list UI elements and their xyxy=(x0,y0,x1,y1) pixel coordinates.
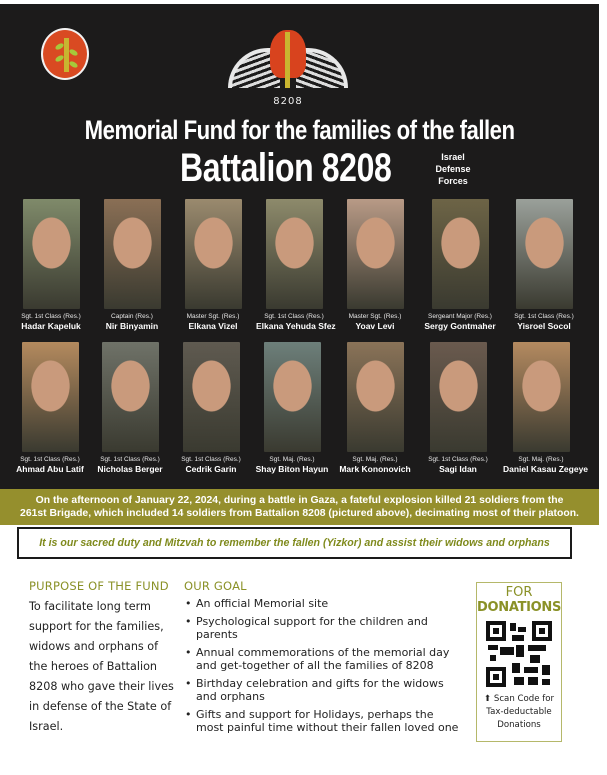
duty-statement: It is our sacred duty and Mitzvah to remember the fallen (Yizkor) and assist their widows and orphans xyxy=(17,527,572,559)
soldier-photo xyxy=(185,199,242,309)
donate-for-label: FOR xyxy=(505,585,533,600)
soldier-rank: Sgt. 1st Class (Res.) xyxy=(21,313,81,320)
soldier-photo xyxy=(183,342,240,452)
soldier-card xyxy=(175,199,251,331)
soldier-card xyxy=(420,342,496,474)
soldier-rank: Sgt. 1st Class (Res.) xyxy=(428,456,488,463)
soldier-card xyxy=(337,199,413,331)
soldier-card xyxy=(256,199,336,331)
donate-title: DONATIONS xyxy=(477,600,562,615)
soldier-name: Daniel Kasau Zegeye xyxy=(503,464,589,474)
scan-line: Tax-deductable xyxy=(486,707,552,717)
idf-line: Israel xyxy=(441,152,465,162)
idf-line: Forces xyxy=(438,176,468,186)
soldier-card xyxy=(254,342,330,474)
soldier-photo xyxy=(264,342,321,452)
purpose-text: To facilitate long term support for the families, widows and orphans of the heroes of Battalion 8208 who gave their lives in defense of the State of Israel. xyxy=(29,600,174,733)
soldier-name: Elkana Yehuda Sfez xyxy=(256,321,336,331)
soldier-name: Mark Kononovich xyxy=(339,464,411,474)
soldier-rank: Sgt. 1st Class (Res.) xyxy=(100,456,160,463)
soldier-card xyxy=(13,199,89,331)
soldier-name: Elkana Vizel xyxy=(188,321,238,331)
soldier-photo xyxy=(266,199,323,309)
soldier-rank: Master Sgt. (Res.) xyxy=(348,313,402,320)
purpose-heading: PURPOSE OF THE FUND xyxy=(29,579,169,593)
scan-line: Scan Code for xyxy=(493,694,555,704)
soldier-card xyxy=(506,199,582,331)
donation-qr-code[interactable] xyxy=(486,621,552,687)
soldier-photo xyxy=(432,199,489,309)
event-description-band xyxy=(0,489,599,525)
goal-item: • Annual commemorations of the memorial day and get-together of all the families of 8208 xyxy=(184,646,459,673)
page-subtitle: Battalion 8208 xyxy=(180,146,392,190)
idf-logo-icon xyxy=(41,28,89,80)
soldier-name: Shay Biton Hayun xyxy=(255,464,329,474)
soldier-card xyxy=(422,199,498,331)
soldier-name: Sagi Idan xyxy=(439,464,477,474)
page-title: Memorial Fund for the families of the fallen xyxy=(84,115,515,145)
emblem-number: 8208 xyxy=(273,96,303,107)
soldier-rank: Sgt. 1st Class (Res.) xyxy=(264,313,324,320)
soldier-name: Nir Binyamin xyxy=(105,321,159,331)
idf-label xyxy=(428,151,478,187)
soldier-rank: Captain (Res.) xyxy=(111,313,153,320)
soldier-photo xyxy=(22,342,79,452)
donation-box xyxy=(476,582,562,742)
soldier-photo xyxy=(347,342,404,452)
soldier-name: Hadar Kapeluk xyxy=(21,321,81,331)
soldier-card xyxy=(94,199,170,331)
goal-item: • Gifts and support for Holidays, perhaps the most painful time without their fallen loved one xyxy=(184,708,459,735)
soldier-rank: Sgt. 1st Class (Res.) xyxy=(181,456,241,463)
soldier-photo xyxy=(102,342,159,452)
soldier-name: Ahmad Abu Latif xyxy=(16,464,84,474)
soldier-rank: Sgt. Maj. (Res.) xyxy=(352,456,398,463)
soldier-photo xyxy=(430,342,487,452)
soldier-name: Yisroel Socol xyxy=(517,321,571,331)
soldier-photo xyxy=(104,199,161,309)
soldier-name: Cedrik Garin xyxy=(185,464,237,474)
soldier-card xyxy=(337,342,413,474)
scan-instructions xyxy=(477,693,561,732)
goal-item: • Birthday celebration and gifts for the widows and orphans xyxy=(184,677,459,704)
soldier-name: Sergy Gontmaher xyxy=(424,321,496,331)
band-line: 261st Brigade, which included 14 soldiers from Battalion 8208 (pictured above), decimating most of their platoon. xyxy=(20,508,579,519)
soldier-rank: Sgt. Maj. (Res.) xyxy=(518,456,564,463)
band-line: On the afternoon of January 22, 2024, during a battle in Gaza, a fateful explosion killed 21 soldiers from the xyxy=(35,495,564,506)
soldier-photo xyxy=(516,199,573,309)
goal-heading: OUR GOAL xyxy=(184,579,247,593)
arrow-up-icon: ⬆ xyxy=(483,694,492,704)
soldier-card xyxy=(173,342,249,474)
soldier-photo xyxy=(23,199,80,309)
soldier-rank: Sergeant Major (Res.) xyxy=(428,313,492,320)
goal-item: • Psychological support for the children and parents xyxy=(184,615,459,642)
soldier-rank: Sgt. Maj. (Res.) xyxy=(269,456,315,463)
soldier-rank: Master Sgt. (Res.) xyxy=(186,313,240,320)
soldier-card xyxy=(12,342,88,474)
soldier-rank: Sgt. 1st Class (Res.) xyxy=(514,313,574,320)
soldier-name: Yoav Levi xyxy=(355,321,395,331)
soldier-photo xyxy=(347,199,404,309)
idf-line: Defense xyxy=(435,164,471,174)
soldier-name: Nicholas Berger xyxy=(97,464,163,474)
soldier-card xyxy=(503,342,589,474)
scan-line: Donations xyxy=(497,720,541,730)
soldier-rank: Sgt. 1st Class (Res.) xyxy=(20,456,80,463)
goal-item: • An official Memorial site xyxy=(184,597,459,611)
soldier-photo xyxy=(513,342,570,452)
soldier-card xyxy=(92,342,168,474)
goal-list xyxy=(184,597,459,739)
